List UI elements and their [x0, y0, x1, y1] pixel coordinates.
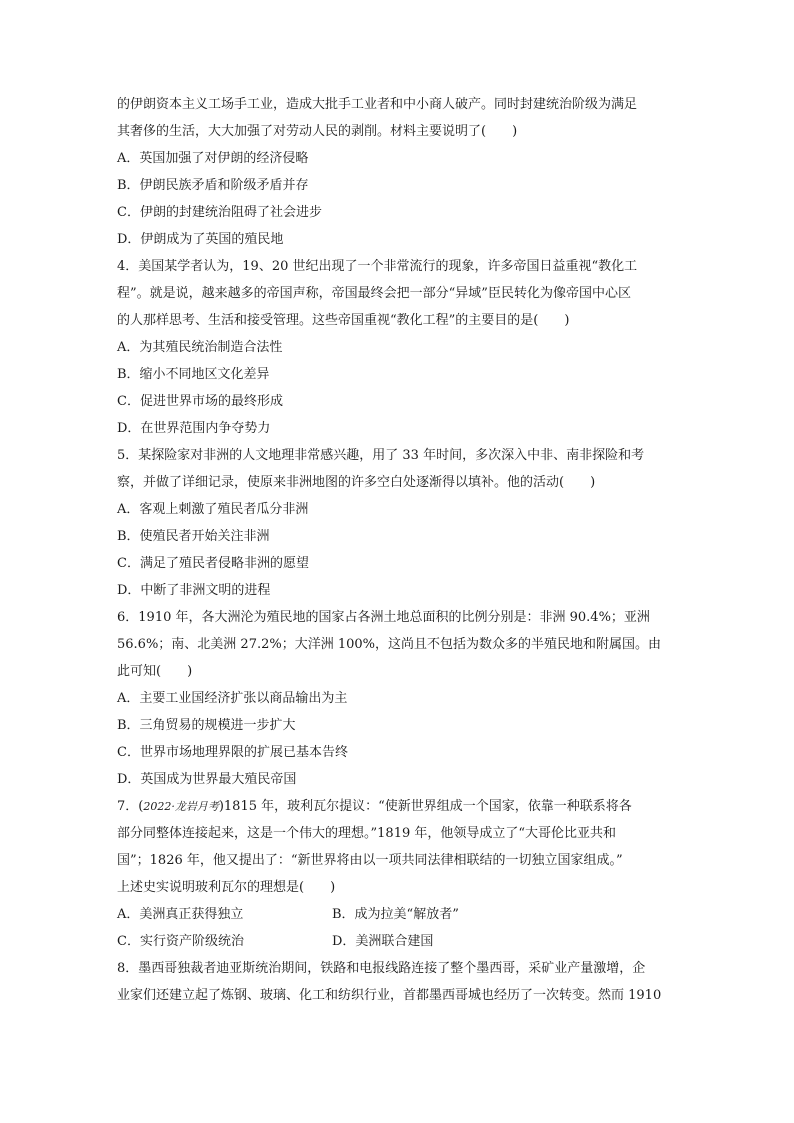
option-b: B．三角贸易的规模进一步扩大 — [117, 718, 296, 733]
option-d: D．英国成为世界最大殖民帝国 — [117, 772, 297, 787]
question-6 — [117, 604, 687, 793]
question-8 — [117, 955, 687, 1009]
question-text-line: 的伊朗资本主义工场手工业，造成大批手工业者和中小商人破产。同时封建统治阶级为满足 — [117, 97, 638, 112]
option-a: A．美洲真正获得独立 — [117, 907, 244, 922]
option-b: B．伊朗民族矛盾和阶级矛盾并存 — [117, 178, 309, 193]
question-number: 7．( — [117, 799, 144, 814]
question-text-line: 其奢侈的生活，大大加强了对劳动人民的剥削。材料主要说明了( ) — [117, 124, 518, 139]
option-d: D．伊朗成为了英国的殖民地 — [117, 232, 284, 247]
option-d: D．美洲联合建国 — [332, 934, 434, 949]
question-text-line: 上述史实说明玻利瓦尔的理想是( ) — [117, 880, 336, 895]
question-text-line: 6．1910 年，各大洲沦为殖民地的国家占各洲土地总面积的比例分别是：非洲 90.4%；亚洲 — [117, 610, 650, 625]
question-4 — [117, 253, 687, 442]
question-text-line: 4．美国某学者认为，19、20 世纪出现了一个非常流行的现象，许多帝国日益重视“教化工 — [117, 259, 638, 274]
option-row — [117, 901, 687, 928]
question-text-line: 5．某探险家对非洲的人文地理非常感兴趣，用了 33 年时间，多次深入中非、南非探险和考 — [117, 448, 645, 463]
option-b: B．成为拉美“解放者” — [332, 907, 459, 922]
question-text: )1815 年，玻利瓦尔提议：“使新世界组成一个国家，依靠一种联系将各 — [218, 799, 632, 814]
option-row — [117, 928, 687, 955]
question-text-line: 业家们还建立起了炼钢、玻璃、化工和纺织行业，首都墨西哥城也经历了一次转变。然而 1910 — [117, 988, 662, 1003]
question-source: 2022·龙岩月考 — [143, 800, 219, 813]
question-text-line: 8．墨西哥独裁者迪亚斯统治期间，铁路和电报线路连接了整个墨西哥，采矿业产量激增，企 — [117, 961, 646, 976]
question-text-line: 部分同整体连接起来，这是一个伟大的理想。”1819 年，他领导成立了“大哥伦比亚共和 — [117, 826, 617, 841]
option-c: C．实行资产阶级统治 — [117, 934, 244, 949]
option-b: B．缩小不同地区文化差异 — [117, 367, 270, 382]
option-b: B．使殖民者开始关注非洲 — [117, 529, 270, 544]
question-5 — [117, 442, 687, 604]
question-text-line: 察，并做了详细记录，使原来非洲地图的许多空白处逐渐得以填补。他的活动( ) — [117, 475, 596, 490]
question-text-line: 国”；1826 年，他又提出了：“新世界将由以一项共同法律相联结的一切独立国家组成。” — [117, 853, 623, 868]
question-text-line: 程”。就是说，越来越多的帝国声称，帝国最终会把一部分“异域”臣民转化为像帝国中心区 — [117, 286, 631, 301]
page-content — [117, 91, 687, 1009]
option-d: D．在世界范围内争夺势力 — [117, 421, 271, 436]
option-c: C．促进世界市场的最终形成 — [117, 394, 283, 409]
question-text-line — [117, 793, 687, 820]
option-d: D．中断了非洲文明的进程 — [117, 583, 271, 598]
option-c: C．世界市场地理界限的扩展已基本告终 — [117, 745, 348, 760]
question-7 — [117, 793, 687, 955]
question-3-continued — [117, 91, 687, 253]
option-c: C．满足了殖民者侵略非洲的愿望 — [117, 556, 309, 571]
question-text-line: 此可知( ) — [117, 664, 193, 679]
option-a: A．为其殖民统治制造合法性 — [117, 340, 283, 355]
option-a: A．客观上刺激了殖民者瓜分非洲 — [117, 502, 309, 517]
option-a: A．主要工业国经济扩张以商品输出为主 — [117, 691, 348, 706]
option-c: C．伊朗的封建统治阻碍了社会进步 — [117, 205, 322, 220]
question-text-line: 的人那样思考、生活和接受管理。这些帝国重视“教化工程”的主要目的是( ) — [117, 313, 570, 328]
question-text-line: 56.6%；南、北美洲 27.2%；大洋洲 100%，这尚且不包括为数众多的半殖民地和附属国。由 — [117, 637, 662, 652]
option-a: A．英国加强了对伊朗的经济侵略 — [117, 151, 309, 166]
